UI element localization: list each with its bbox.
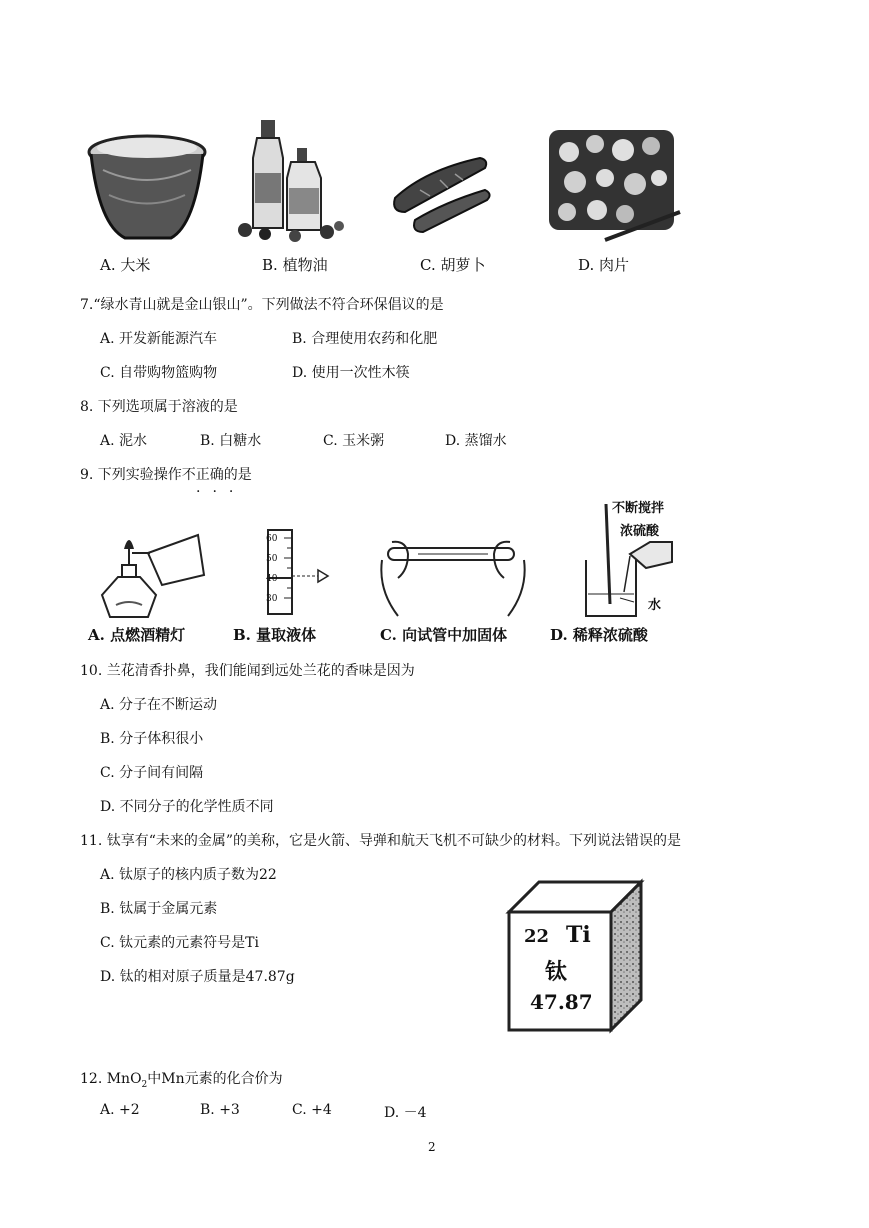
q10-option-a: A. 分子在不断运动 [100, 697, 218, 713]
q8-option-a: A. 泥水 [100, 433, 148, 449]
q9-label-b: B. 量取液体 [233, 626, 317, 644]
q8-stem: 8. 下列选项属于溶液的是 [80, 399, 238, 415]
emphasis-dots: ... [196, 480, 246, 496]
q11-option-c: C. 钛元素的元素符号是Ti [100, 935, 259, 951]
page-number: 2 [428, 1140, 436, 1154]
test-tube-hands-diagram [378, 530, 528, 620]
q6-option-d: D. 肉片 [578, 256, 630, 274]
q7-option-c: C. 自带购物篮购物 [100, 365, 218, 381]
element-number: 22 [524, 926, 550, 947]
carrot-icon [385, 150, 495, 235]
q6-option-a: A. 大米 [100, 256, 151, 274]
q10-stem: 10. 兰花清香扑鼻，我们能闻到远处兰花的香味是因为 [80, 663, 415, 679]
element-mass: 47.87 [530, 990, 593, 1014]
q9-stem: 9. 下列实验操作不正确的是 [80, 467, 252, 483]
q10-option-d: D. 不同分子的化学性质不同 [100, 799, 274, 815]
q12-option-a: A. +2 [100, 1102, 140, 1118]
q12-option-d: D. －4 [384, 1105, 427, 1121]
q8-option-b: B. 白糖水 [200, 433, 262, 449]
meat-slices-icon [545, 122, 680, 240]
water-label: 水 [648, 598, 662, 613]
q11-option-b: B. 钛属于金属元素 [100, 901, 218, 917]
q9-label-a: A. 点燃酒精灯 [88, 626, 186, 644]
q8-option-d: D. 蒸馏水 [445, 433, 507, 449]
q12-option-c: C. +4 [292, 1102, 332, 1118]
q6-option-c: C. 胡萝卜 [420, 256, 486, 274]
q12-stem: 12. MnO$_2$中Mn元素的化合价为 [80, 1071, 283, 1090]
alcohol-lamp-diagram [88, 525, 208, 625]
rice-bowl-icon [85, 130, 210, 245]
tick-60: 60 [266, 534, 278, 544]
q9-label-c: C. 向试管中加固体 [380, 626, 508, 644]
q7-option-a: A. 开发新能源汽车 [100, 331, 218, 347]
tick-50: 50 [266, 554, 278, 564]
q8-option-c: C. 玉米粥 [323, 433, 385, 449]
stir-label: 不断搅拌 [612, 501, 665, 516]
tick-40: 40 [266, 574, 278, 584]
q10-option-c: C. 分子间有间隔 [100, 765, 204, 781]
oil-bottles-icon [235, 118, 350, 243]
q7-stem: 7.“绿水青山就是金山银山”。下列做法不符合环保倡议的是 [80, 297, 444, 313]
diluting-acid-diagram [580, 498, 680, 620]
q11-stem: 11. 钛享有“未来的金属”的美称，它是火箭、导弹和航天飞机不可缺少的材料。下列说法错误的是 [80, 833, 682, 849]
element-symbol: Ti [566, 922, 591, 948]
element-name: 钛 [545, 959, 568, 985]
q10-option-b: B. 分子体积很小 [100, 731, 204, 747]
acid-label: 浓硫酸 [620, 524, 660, 539]
q7-option-b: B. 合理使用农药和化肥 [292, 331, 438, 347]
q11-option-d: D. 钛的相对原子质量是47.87g [100, 969, 295, 985]
q7-option-d: D. 使用一次性木筷 [292, 365, 410, 381]
q6-option-b: B. 植物油 [262, 256, 328, 274]
tick-30: 30 [266, 594, 278, 604]
q12-option-b: B. +3 [200, 1102, 240, 1118]
q11-option-a: A. 钛原子的核内质子数为22 [100, 867, 277, 883]
q9-label-d: D. 稀释浓硫酸 [550, 626, 648, 644]
